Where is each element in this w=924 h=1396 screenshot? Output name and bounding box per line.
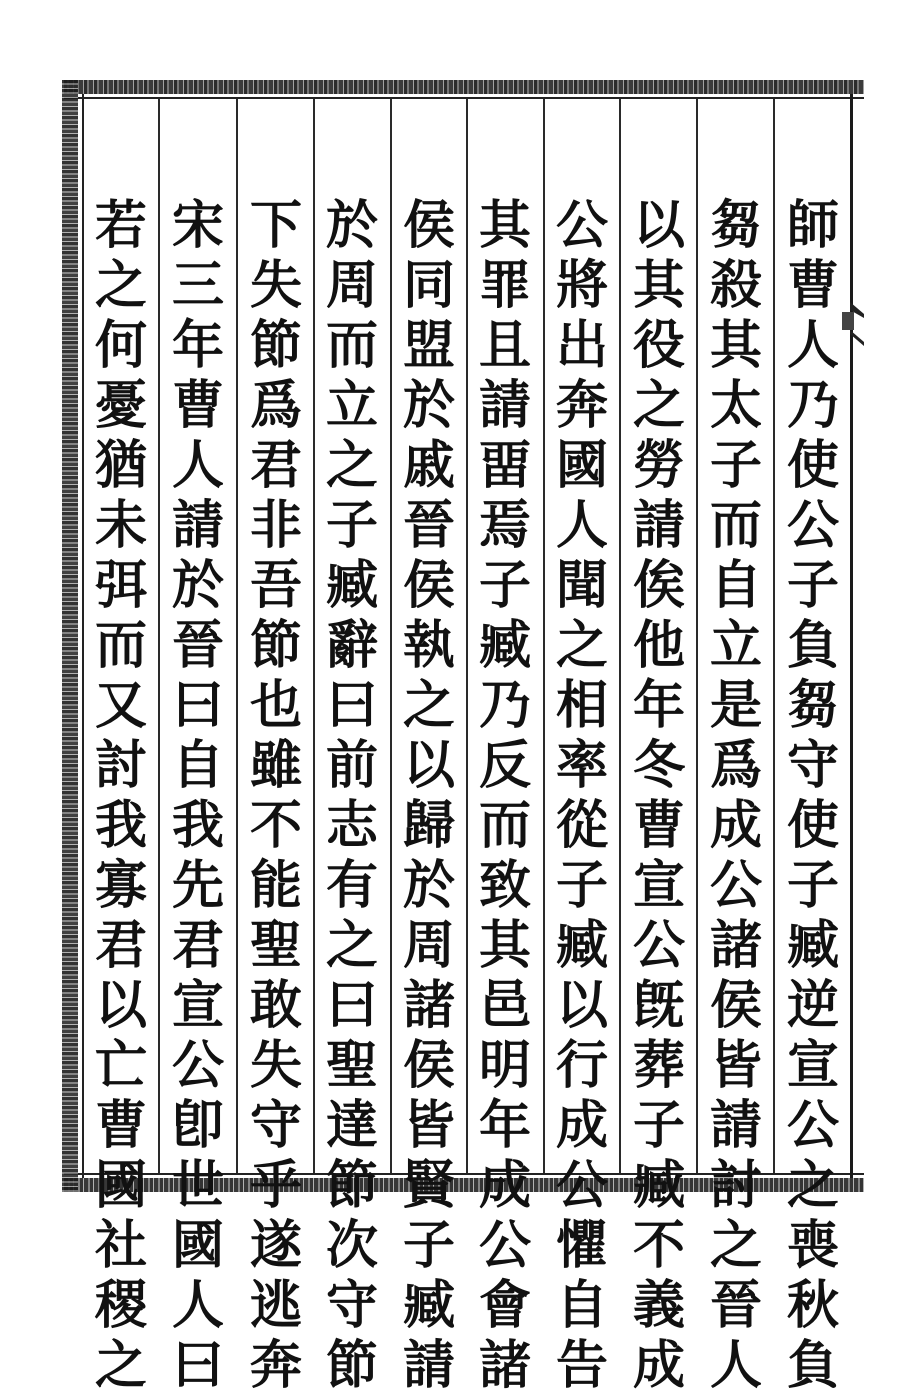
character: 秋 [786, 1275, 839, 1336]
character: 失 [249, 255, 302, 316]
character: 其 [709, 315, 762, 376]
character: 曰 [325, 675, 378, 736]
character: 請 [478, 375, 531, 436]
character: 討 [709, 1155, 762, 1216]
character: 葬 [632, 1035, 685, 1096]
character: 晉 [402, 495, 455, 556]
character: 守 [249, 1095, 302, 1156]
character: 次 [325, 1215, 378, 1276]
character: 君 [171, 915, 224, 976]
character: 自 [555, 1275, 608, 1336]
character: 是 [709, 675, 762, 736]
character: 畱 [478, 435, 531, 496]
text-column-7 [316, 195, 388, 1396]
character: 成 [632, 1335, 685, 1396]
column-rule [619, 99, 621, 1173]
character: 奔 [249, 1335, 302, 1396]
character: 之 [632, 375, 685, 436]
character: 殺 [709, 255, 762, 316]
page-border-left-inner [82, 94, 84, 1178]
character: 卽 [171, 1095, 224, 1156]
column-rule [390, 99, 392, 1173]
character: 罪 [478, 255, 531, 316]
character: 宣 [171, 975, 224, 1036]
character: 相 [555, 675, 608, 736]
text-column-2 [700, 195, 772, 1396]
character: 公 [555, 1155, 608, 1216]
character: 勞 [632, 435, 685, 496]
character: 賢 [402, 1155, 455, 1216]
character: 失 [249, 1035, 302, 1096]
character: 子 [478, 555, 531, 616]
character: 出 [555, 315, 608, 376]
character: 弭 [94, 555, 147, 616]
character: 周 [402, 915, 455, 976]
character: 公 [709, 855, 762, 916]
character: 敢 [249, 975, 302, 1036]
character: 之 [786, 1155, 839, 1216]
character: 子 [632, 1095, 685, 1156]
character: 節 [249, 615, 302, 676]
character: 明 [478, 1035, 531, 1096]
character: 子 [402, 1215, 455, 1276]
character: 負 [786, 615, 839, 676]
character: 乎 [249, 1155, 302, 1216]
character: 於 [402, 375, 455, 436]
character: 且 [478, 315, 531, 376]
character: 公 [478, 1215, 531, 1276]
character: 請 [632, 495, 685, 556]
character: 年 [632, 675, 685, 736]
character: 立 [709, 615, 762, 676]
character: 子 [786, 855, 839, 916]
character: 奔 [555, 375, 608, 436]
character: 公 [786, 495, 839, 556]
character: 國 [94, 1155, 147, 1216]
character: 侯 [402, 195, 455, 256]
character: 於 [325, 195, 378, 256]
character: 子 [325, 495, 378, 556]
character: 臧 [325, 555, 378, 616]
character: 猶 [94, 435, 147, 496]
character: 吾 [249, 555, 302, 616]
column-rule [313, 99, 315, 1173]
column-rule [696, 99, 698, 1173]
character: 諸 [709, 915, 762, 976]
character: 何 [94, 315, 147, 376]
character: 聞 [555, 555, 608, 616]
character: 曰 [171, 1335, 224, 1396]
character: 聖 [325, 1035, 378, 1096]
text-column-10 [85, 195, 157, 1396]
character: 請 [402, 1335, 455, 1396]
character: 晉 [171, 615, 224, 676]
character: 告 [555, 1335, 608, 1396]
character: 以 [632, 195, 685, 256]
character: 能 [249, 855, 302, 916]
character: 守 [786, 735, 839, 796]
character: 辭 [325, 615, 378, 676]
character: 逃 [249, 1275, 302, 1336]
character: 會 [478, 1275, 531, 1336]
character: 年 [478, 1095, 531, 1156]
character: 亡 [94, 1035, 147, 1096]
text-column-6 [393, 195, 465, 1396]
character: 使 [786, 795, 839, 856]
character: 國 [555, 435, 608, 496]
character: 之 [94, 255, 147, 316]
page-border-top [64, 80, 864, 94]
character: 稷 [94, 1275, 147, 1336]
column-rule [543, 99, 545, 1173]
text-column-5 [469, 195, 541, 1396]
character: 率 [555, 735, 608, 796]
character: 成 [709, 795, 762, 856]
character: 臧 [555, 915, 608, 976]
character: 而 [94, 615, 147, 676]
text-column-3 [623, 195, 695, 1396]
character: 宋 [171, 195, 224, 256]
character: 之 [555, 615, 608, 676]
column-rule [466, 99, 468, 1173]
column-rule [236, 99, 238, 1173]
character: 未 [94, 495, 147, 556]
character: 逆 [786, 975, 839, 1036]
character: 戚 [402, 435, 455, 496]
character: 成 [478, 1155, 531, 1216]
character: 芻 [786, 675, 839, 736]
text-column-8 [240, 195, 312, 1396]
character: 負 [786, 1335, 839, 1396]
character: 從 [555, 795, 608, 856]
character: 反 [478, 735, 531, 796]
character: 先 [171, 855, 224, 916]
character: 臧 [632, 1155, 685, 1216]
character: 節 [249, 315, 302, 376]
character: 我 [94, 795, 147, 856]
character: 焉 [478, 495, 531, 556]
character: 乃 [786, 375, 839, 436]
character: 公 [171, 1035, 224, 1096]
character: 以 [555, 975, 608, 1036]
text-column-1 [777, 195, 849, 1396]
character: 太 [709, 375, 762, 436]
character: 節 [325, 1155, 378, 1216]
character: 節 [325, 1335, 378, 1396]
character: 皆 [709, 1035, 762, 1096]
character: 之 [94, 1335, 147, 1396]
character: 晉 [709, 1275, 762, 1336]
character: 之 [709, 1215, 762, 1276]
character: 下 [249, 195, 302, 256]
character: 聖 [249, 915, 302, 976]
column-rule [773, 99, 775, 1173]
character: 人 [786, 315, 839, 376]
character: 若 [94, 195, 147, 256]
page-border-top-inner [64, 97, 864, 99]
character: 君 [249, 435, 302, 496]
character: 我 [171, 795, 224, 856]
character: 也 [249, 675, 302, 736]
character: 役 [632, 315, 685, 376]
character: 曹 [94, 1095, 147, 1156]
character: 周 [325, 255, 378, 316]
character: 致 [478, 855, 531, 916]
character: 師 [786, 195, 839, 256]
character: 公 [786, 1095, 839, 1156]
character: 於 [402, 855, 455, 916]
character: 國 [171, 1215, 224, 1276]
character: 不 [632, 1215, 685, 1276]
character: 曰 [325, 975, 378, 1036]
character: 子 [555, 855, 608, 916]
character: 又 [94, 675, 147, 736]
character: 雖 [249, 735, 302, 796]
character: 之 [402, 675, 455, 736]
character: 達 [325, 1095, 378, 1156]
character: 乃 [478, 675, 531, 736]
character: 邑 [478, 975, 531, 1036]
character: 立 [325, 375, 378, 436]
character: 諸 [402, 975, 455, 1036]
character: 他 [632, 615, 685, 676]
character: 行 [555, 1035, 608, 1096]
character: 守 [325, 1275, 378, 1336]
character: 盟 [402, 315, 455, 376]
character: 前 [325, 735, 378, 796]
character: 於 [171, 555, 224, 616]
character: 人 [709, 1335, 762, 1396]
character: 曹 [632, 795, 685, 856]
character: 其 [632, 255, 685, 316]
character: 志 [325, 795, 378, 856]
character: 而 [709, 495, 762, 556]
character: 世 [171, 1155, 224, 1216]
character: 侯 [402, 555, 455, 616]
character: 人 [555, 495, 608, 556]
character: 君 [94, 915, 147, 976]
character: 臧 [402, 1275, 455, 1336]
character: 同 [402, 255, 455, 316]
character: 人 [171, 435, 224, 496]
character: 之 [325, 435, 378, 496]
character: 曰 [171, 675, 224, 736]
character: 子 [709, 435, 762, 496]
character: 而 [478, 795, 531, 856]
character: 將 [555, 255, 608, 316]
page-border-left [62, 80, 78, 1192]
character: 俟 [632, 555, 685, 616]
character: 成 [555, 1095, 608, 1156]
character: 旣 [632, 975, 685, 1036]
character: 請 [171, 495, 224, 556]
character: 曹 [786, 255, 839, 316]
character: 三 [171, 255, 224, 316]
character: 侯 [709, 975, 762, 1036]
character: 憂 [94, 375, 147, 436]
character: 其 [478, 195, 531, 256]
character: 皆 [402, 1095, 455, 1156]
character: 公 [555, 195, 608, 256]
character: 爲 [709, 735, 762, 796]
character: 寡 [94, 855, 147, 916]
character: 人 [171, 1275, 224, 1336]
character: 臧 [786, 915, 839, 976]
character: 不 [249, 795, 302, 856]
character: 冬 [632, 735, 685, 796]
character: 社 [94, 1215, 147, 1276]
character: 有 [325, 855, 378, 916]
character: 使 [786, 435, 839, 496]
character: 以 [402, 735, 455, 796]
character: 自 [709, 555, 762, 616]
character: 請 [709, 1095, 762, 1156]
character: 而 [325, 315, 378, 376]
character: 喪 [786, 1215, 839, 1276]
character: 義 [632, 1275, 685, 1336]
character: 公 [632, 915, 685, 976]
character: 懼 [555, 1215, 608, 1276]
character: 芻 [709, 195, 762, 256]
character: 諸 [478, 1335, 531, 1396]
character: 自 [171, 735, 224, 796]
character: 年 [171, 315, 224, 376]
text-column-9 [162, 195, 234, 1396]
character: 爲 [249, 375, 302, 436]
column-rule [158, 99, 160, 1173]
character: 以 [94, 975, 147, 1036]
character: 曹 [171, 375, 224, 436]
page-border-right [850, 94, 853, 1178]
character: 執 [402, 615, 455, 676]
character: 臧 [478, 615, 531, 676]
character: 之 [325, 915, 378, 976]
character: 宣 [786, 1035, 839, 1096]
character: 討 [94, 735, 147, 796]
character: 宣 [632, 855, 685, 916]
character: 其 [478, 915, 531, 976]
character: 遂 [249, 1215, 302, 1276]
character: 非 [249, 495, 302, 556]
text-column-4 [546, 195, 618, 1396]
character: 侯 [402, 1035, 455, 1096]
character: 子 [786, 555, 839, 616]
character: 歸 [402, 795, 455, 856]
